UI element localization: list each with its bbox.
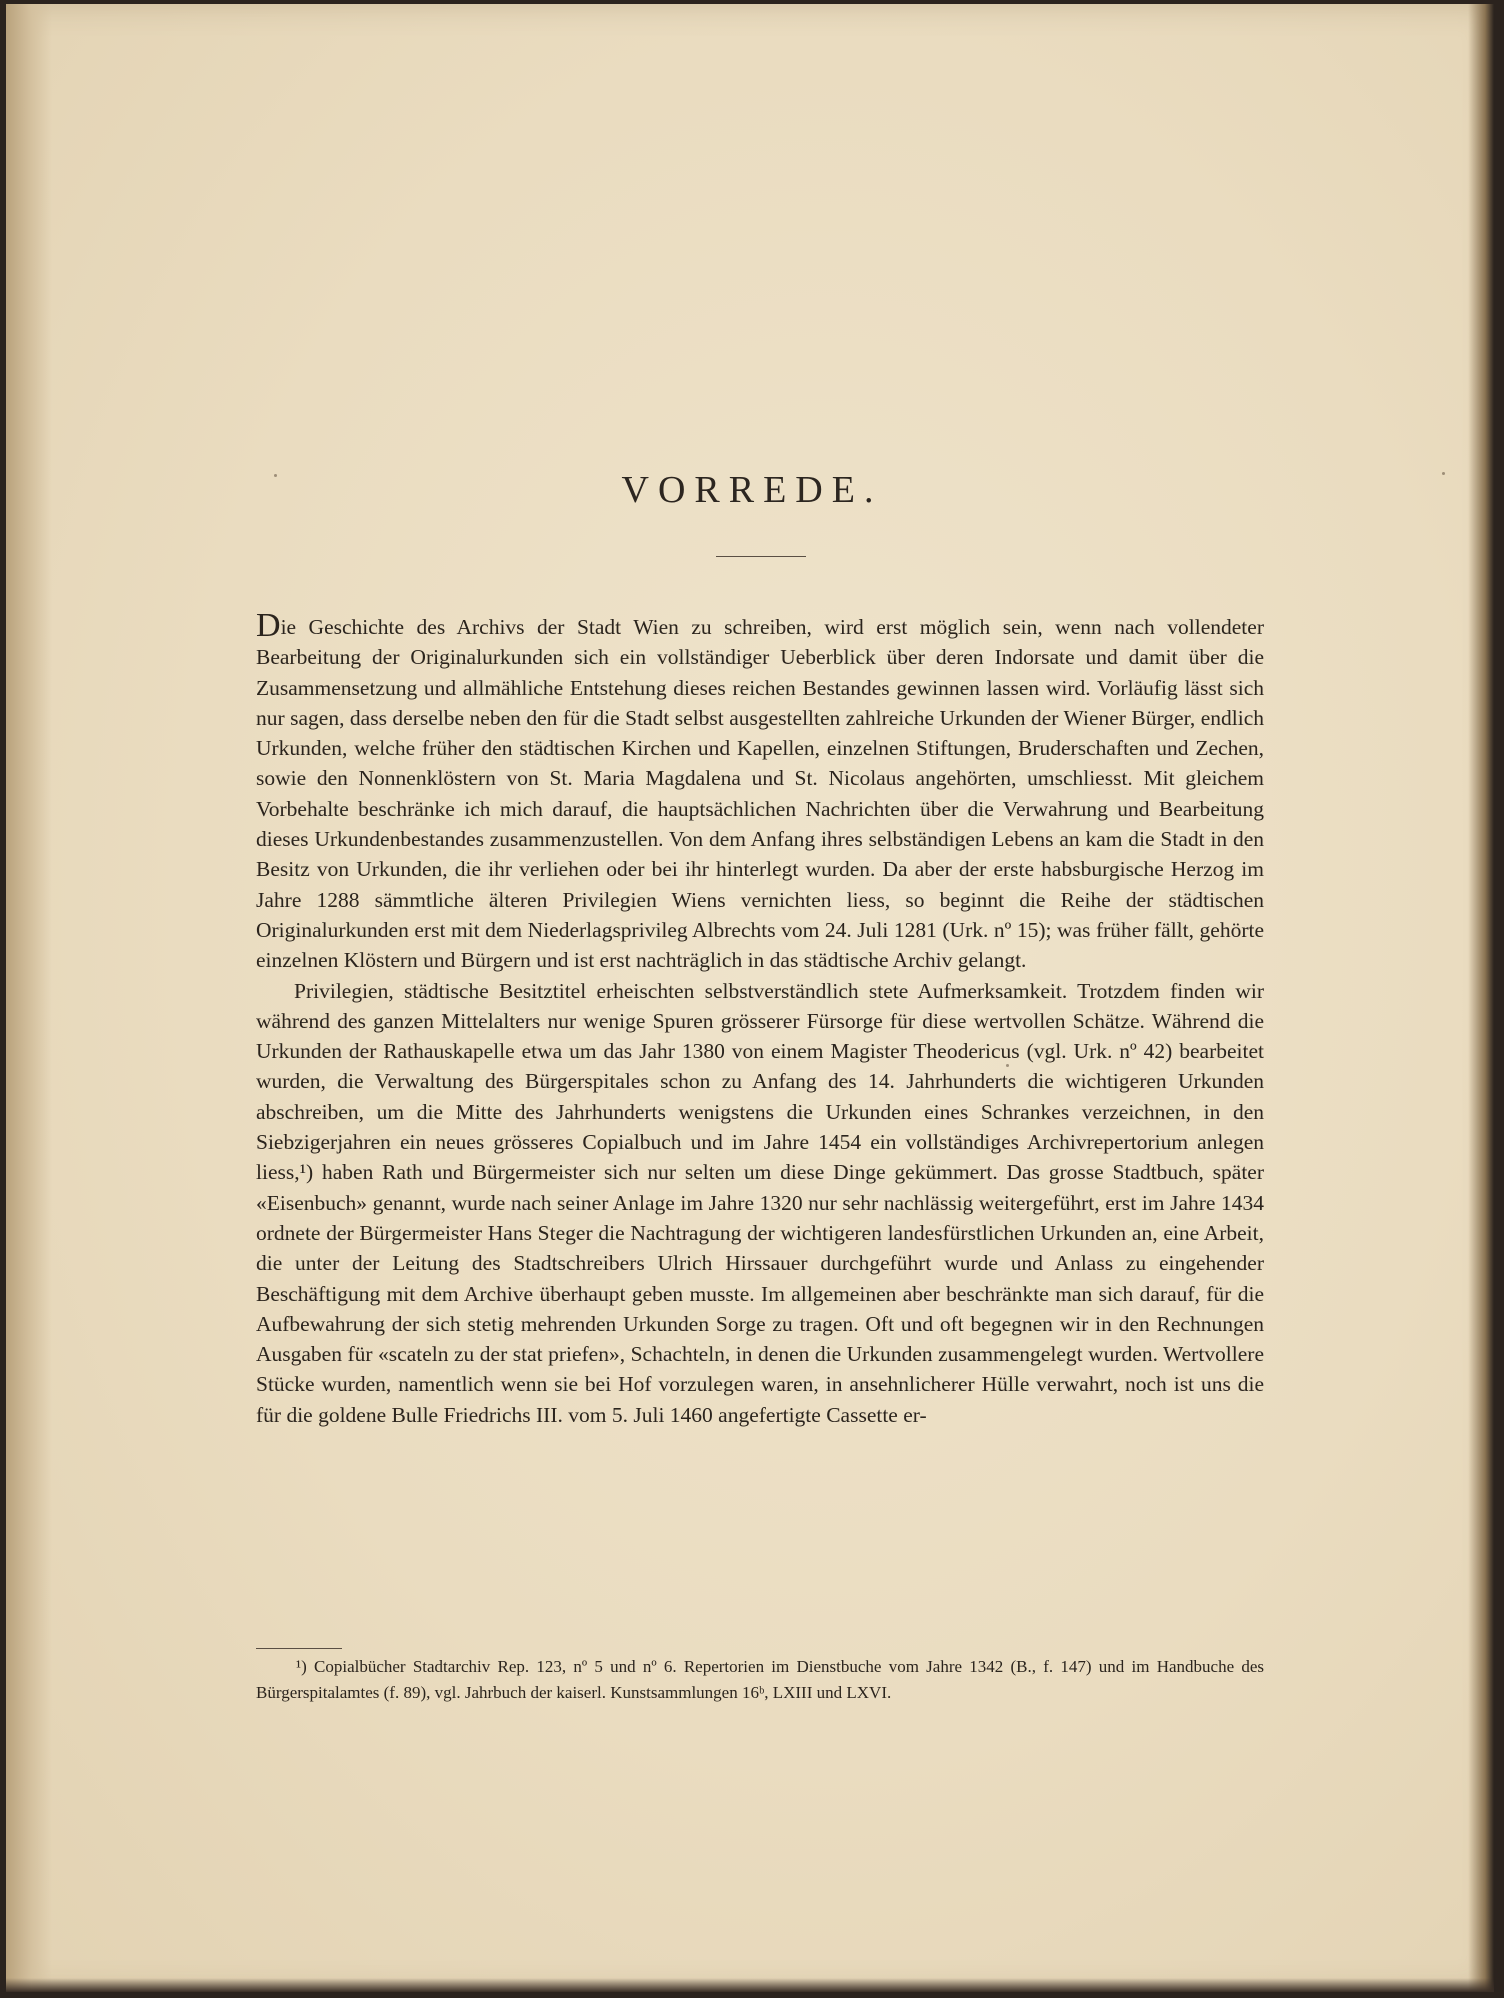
page-right-edge [1468, 4, 1494, 1992]
drop-cap: D [256, 607, 281, 644]
title-divider [716, 556, 806, 557]
footnote-marker: ¹) [296, 1657, 307, 1676]
paragraph-1-text: ie Geschichte des Archivs der Stadt Wien zu schreiben, wird erst möglich sein, wenn nach vollendeter Bearbeitung der Originalurkunden sich ein vollständiger Ueberblick über deren Indorsate und damit über die Zusammensetzung und allmähliche Entstehung dieses reichen Bestandes gewinnen lassen wird. Vorläufig lässt sich nur sagen, dass derselbe neben den für die Stadt selbst ausgestellten zahlreiche Urkunden der Wiener Bürger, endlich Urkunden, welche früher den städtischen Kirchen und Kapellen, einzelnen Stiftungen, Bruderschaften und Zechen, sowie den Nonnenklöstern von St. Maria Magdalena und St. Nicolaus angehörten, umschliesst. Mit gleichem Vorbehalte beschränke ich mich darauf, die hauptsächlichen Nachrichten über die Verwahrung und Bearbeitung dieses Urkundenbestandes zusammenzustellen. Von dem Anfang ihres selbständigen Lebens an kam die Stadt in den Besitz von Urkunden, die ihr verliehen oder bei ihr hinterlegt wurden. Da aber der erste habsburgische Herzog im Jahre 1288 sämmtliche älteren Privilegien Wiens vernichten liess, so beginnt die Reihe der städtischen Originalurkunden erst mit dem Niederlagsprivileg Albrechts vom 24. Juli 1281 (Urk. nº 15); was früher fällt, gehörte einzelnen Klöstern und Bürgern und ist erst nachträglich in das städtische Archiv gelangt. [256, 615, 1264, 973]
footnote-divider [256, 1648, 342, 1649]
footnote [256, 1654, 1264, 1705]
footnote-text: Copialbücher Stadtarchiv Rep. 123, nº 5 und nº 6. Repertorien im Dienstbuche vom Jahre 1342 (B., f. 147) und im Handbuche des Bürgerspitalamtes (f. 89), vgl. Jahrbuch der kaiserl. Kunstsammlungen 16ᵇ, LXIII und LXVI. [256, 1657, 1265, 1702]
paragraph-1 [256, 607, 1264, 976]
page-title: VORREDE. [621, 469, 883, 511]
binding-gutter [6, 4, 52, 1992]
page-bottom-edge [6, 1978, 1494, 1992]
body-text [256, 607, 1264, 1430]
paragraph-2: Privilegien, städtische Besitztitel erheischten selbstverständlich stete Aufmerksamkeit. Trotzdem finden wir während des ganzen Mittelalters nur wenige Spuren grösserer Fürsorge für diese wertvollen Schätze. Während die Urkunden der Rathauskapelle etwa um das Jahr 1380 von einem Magister Theodericus (vgl. Urk. nº 42) bearbeitet wurden, die Verwaltung des Bürgerspitales schon zu Anfang des 14. Jahrhunderts die wichtigeren Urkunden abschreiben, um die Mitte des Jahrhunderts wenigstens die Urkunden eines Schrankes verzeichnen, in den Siebzigerjahren ein neues grösseres Copialbuch und im Jahre 1454 ein vollständiges Archivrepertorium anlegen liess,¹) haben Rath und Bürgermeister sich nur selten um diese Dinge gekümmert. Das grosse Stadtbuch, später «Eisenbuch» genannt, wurde nach seiner Anlage im Jahre 1320 nur sehr nachlässig weitergeführt, erst im Jahre 1434 ordnete der Bürgermeister Hans Steger die Nachtragung der wichtigeren landesfürstlichen Urkunden an, eine Arbeit, die unter der Leitung des Stadtschreibers Ulrich Hirssauer durchgeführt wurde und Anlass zu eingehender Beschäftigung mit dem Archive überhaupt geben musste. Im allgemeinen aber beschränkte man sich darauf, für die Aufbewahrung der sich stetig mehrenden Urkunden Sorge zu tragen. Oft und oft begegnen wir in den Rechnungen Ausgaben für «scateln zu der stat priefen», Schachteln, in denen die Urkunden zusammengelegt wurden. Wertvollere Stücke wurden, namentlich wenn sie bei Hof vorzulegen waren, in ansehnlicherer Hülle verwahrt, noch ist uns die für die goldene Bulle Friedrichs III. vom 5. Juli 1460 angefertigte Cassette er- [256, 978, 1264, 1427]
